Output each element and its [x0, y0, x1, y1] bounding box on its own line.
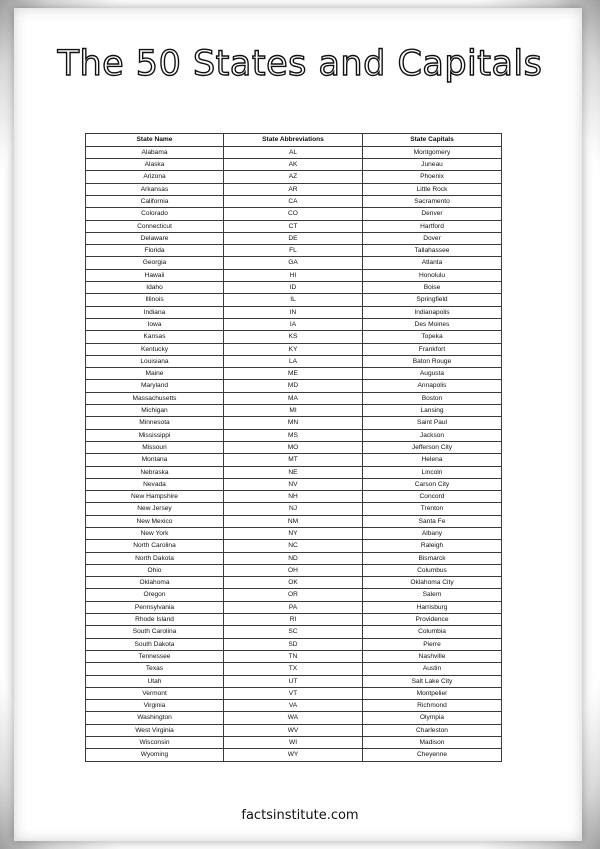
- state-capital-cell: Sacramento: [363, 195, 502, 207]
- table-row: [86, 712, 502, 724]
- state-abbreviation-cell: MO: [224, 441, 363, 453]
- table-row: [86, 146, 502, 158]
- state-abbreviation-cell: ID: [224, 282, 363, 294]
- table-row: [86, 183, 502, 195]
- state-name-cell: Rhode Island: [86, 614, 224, 626]
- state-capital-cell: Baton Rouge: [363, 355, 502, 367]
- state-capital-cell: Trenton: [363, 503, 502, 515]
- state-name-cell: South Dakota: [86, 638, 224, 650]
- state-capital-cell: Oklahoma City: [363, 577, 502, 589]
- state-name-cell: Georgia: [86, 257, 224, 269]
- state-abbreviation-cell: OH: [224, 564, 363, 576]
- state-capital-cell: Hartford: [363, 220, 502, 232]
- state-abbreviation-cell: AR: [224, 183, 363, 195]
- state-name-cell: Maryland: [86, 380, 224, 392]
- state-name-cell: Minnesota: [86, 417, 224, 429]
- state-capital-cell: Pierre: [363, 638, 502, 650]
- state-capital-cell: Saint Paul: [363, 417, 502, 429]
- state-capital-cell: Providence: [363, 614, 502, 626]
- state-abbreviation-cell: MI: [224, 405, 363, 417]
- state-capital-cell: Jefferson City: [363, 441, 502, 453]
- state-abbreviation-cell: MT: [224, 454, 363, 466]
- state-abbreviation-cell: MN: [224, 417, 363, 429]
- table-row: [86, 343, 502, 355]
- state-capital-cell: Nashville: [363, 650, 502, 662]
- state-capital-cell: Denver: [363, 208, 502, 220]
- state-name-cell: Texas: [86, 663, 224, 675]
- state-capital-cell: Albany: [363, 528, 502, 540]
- table-row: [86, 306, 502, 318]
- state-abbreviation-cell: LA: [224, 355, 363, 367]
- state-capital-cell: Montpelier: [363, 687, 502, 699]
- state-abbreviation-cell: CO: [224, 208, 363, 220]
- state-name-cell: Wisconsin: [86, 737, 224, 749]
- table-row: [86, 220, 502, 232]
- state-abbreviation-cell: HI: [224, 269, 363, 281]
- state-name-cell: Florida: [86, 245, 224, 257]
- state-abbreviation-cell: AL: [224, 146, 363, 158]
- table-row: [86, 318, 502, 330]
- state-abbreviation-cell: IN: [224, 306, 363, 318]
- table-row: [86, 405, 502, 417]
- state-capital-cell: Phoenix: [363, 171, 502, 183]
- table-row: [86, 454, 502, 466]
- state-name-cell: Mississippi: [86, 429, 224, 441]
- state-name-cell: Colorado: [86, 208, 224, 220]
- state-name-cell: Maine: [86, 368, 224, 380]
- table-row: [86, 737, 502, 749]
- table-row: [86, 491, 502, 503]
- state-abbreviation-cell: MA: [224, 392, 363, 404]
- table-row: [86, 663, 502, 675]
- state-abbreviation-cell: NC: [224, 540, 363, 552]
- state-abbreviation-cell: TN: [224, 650, 363, 662]
- table-row: [86, 614, 502, 626]
- table-row: [86, 528, 502, 540]
- state-abbreviation-cell: UT: [224, 675, 363, 687]
- state-abbreviation-cell: FL: [224, 245, 363, 257]
- table-row: [86, 171, 502, 183]
- table-row: [86, 269, 502, 281]
- state-capital-cell: Lansing: [363, 405, 502, 417]
- state-capital-cell: Concord: [363, 491, 502, 503]
- state-abbreviation-cell: SC: [224, 626, 363, 638]
- state-name-cell: Alabama: [86, 146, 224, 158]
- state-name-cell: Washington: [86, 712, 224, 724]
- table-header-row: [86, 134, 502, 147]
- state-name-cell: California: [86, 195, 224, 207]
- state-capital-cell: Cheyenne: [363, 749, 502, 761]
- state-name-cell: Illinois: [86, 294, 224, 306]
- state-name-cell: North Carolina: [86, 540, 224, 552]
- state-name-cell: Arizona: [86, 171, 224, 183]
- table-row: [86, 564, 502, 576]
- table-row: [86, 331, 502, 343]
- table-row: [86, 429, 502, 441]
- state-name-cell: New Jersey: [86, 503, 224, 515]
- state-capital-cell: Salem: [363, 589, 502, 601]
- header-state-abbreviations: State Abbreviations: [224, 134, 363, 147]
- state-abbreviation-cell: AZ: [224, 171, 363, 183]
- state-abbreviation-cell: VA: [224, 700, 363, 712]
- state-abbreviation-cell: DE: [224, 232, 363, 244]
- state-capital-cell: Augusta: [363, 368, 502, 380]
- state-name-cell: Delaware: [86, 232, 224, 244]
- state-capital-cell: Austin: [363, 663, 502, 675]
- state-name-cell: Vermont: [86, 687, 224, 699]
- table-row: [86, 589, 502, 601]
- state-abbreviation-cell: WA: [224, 712, 363, 724]
- state-capital-cell: Annapolis: [363, 380, 502, 392]
- table-row: [86, 700, 502, 712]
- table-row: [86, 626, 502, 638]
- state-name-cell: Oregon: [86, 589, 224, 601]
- table-row: [86, 503, 502, 515]
- table-row: [86, 392, 502, 404]
- table-row: [86, 208, 502, 220]
- table-body: [86, 146, 502, 761]
- table-row: [86, 540, 502, 552]
- state-name-cell: North Dakota: [86, 552, 224, 564]
- state-name-cell: Hawaii: [86, 269, 224, 281]
- state-capital-cell: Harrisburg: [363, 601, 502, 613]
- state-abbreviation-cell: GA: [224, 257, 363, 269]
- state-name-cell: Idaho: [86, 282, 224, 294]
- state-capital-cell: Indianapolis: [363, 306, 502, 318]
- state-abbreviation-cell: CA: [224, 195, 363, 207]
- state-capital-cell: Frankfort: [363, 343, 502, 355]
- table-row: [86, 282, 502, 294]
- state-name-cell: Kentucky: [86, 343, 224, 355]
- state-name-cell: Montana: [86, 454, 224, 466]
- state-name-cell: Oklahoma: [86, 577, 224, 589]
- state-abbreviation-cell: RI: [224, 614, 363, 626]
- states-table: [85, 133, 502, 762]
- state-capital-cell: Boston: [363, 392, 502, 404]
- table-row: [86, 294, 502, 306]
- state-capital-cell: Carson City: [363, 478, 502, 490]
- table-row: [86, 355, 502, 367]
- table-row: [86, 577, 502, 589]
- table-row: [86, 380, 502, 392]
- table-row: [86, 601, 502, 613]
- state-capital-cell: Tallahassee: [363, 245, 502, 257]
- state-capital-cell: Dover: [363, 232, 502, 244]
- table-row: [86, 724, 502, 736]
- state-abbreviation-cell: ND: [224, 552, 363, 564]
- state-capital-cell: Olympia: [363, 712, 502, 724]
- state-capital-cell: Santa Fe: [363, 515, 502, 527]
- state-abbreviation-cell: OK: [224, 577, 363, 589]
- state-abbreviation-cell: IL: [224, 294, 363, 306]
- state-abbreviation-cell: MS: [224, 429, 363, 441]
- state-capital-cell: Topeka: [363, 331, 502, 343]
- state-capital-cell: Columbia: [363, 626, 502, 638]
- state-abbreviation-cell: NJ: [224, 503, 363, 515]
- state-abbreviation-cell: TX: [224, 663, 363, 675]
- table-row: [86, 687, 502, 699]
- state-abbreviation-cell: IA: [224, 318, 363, 330]
- state-name-cell: Alaska: [86, 159, 224, 171]
- page-title: The 50 States and Capitals: [57, 44, 543, 84]
- table-row: [86, 417, 502, 429]
- states-table-container: [85, 133, 501, 762]
- table-row: [86, 466, 502, 478]
- state-name-cell: Louisiana: [86, 355, 224, 367]
- state-name-cell: Kansas: [86, 331, 224, 343]
- table-row: [86, 245, 502, 257]
- state-capital-cell: Montgomery: [363, 146, 502, 158]
- header-state-capitals: State Capitals: [363, 134, 502, 147]
- state-name-cell: Nevada: [86, 478, 224, 490]
- table-row: [86, 638, 502, 650]
- state-name-cell: Indiana: [86, 306, 224, 318]
- state-name-cell: Wyoming: [86, 749, 224, 761]
- state-capital-cell: Des Moines: [363, 318, 502, 330]
- table-row: [86, 232, 502, 244]
- state-abbreviation-cell: PA: [224, 601, 363, 613]
- state-capital-cell: Boise: [363, 282, 502, 294]
- state-capital-cell: Charleston: [363, 724, 502, 736]
- state-name-cell: South Carolina: [86, 626, 224, 638]
- table-row: [86, 515, 502, 527]
- state-capital-cell: Madison: [363, 737, 502, 749]
- state-abbreviation-cell: KS: [224, 331, 363, 343]
- state-capital-cell: Columbus: [363, 564, 502, 576]
- state-abbreviation-cell: NM: [224, 515, 363, 527]
- state-capital-cell: Salt Lake City: [363, 675, 502, 687]
- state-abbreviation-cell: CT: [224, 220, 363, 232]
- state-name-cell: Utah: [86, 675, 224, 687]
- state-name-cell: Massachusetts: [86, 392, 224, 404]
- state-capital-cell: Springfield: [363, 294, 502, 306]
- state-name-cell: Michigan: [86, 405, 224, 417]
- state-abbreviation-cell: NE: [224, 466, 363, 478]
- state-name-cell: Iowa: [86, 318, 224, 330]
- state-name-cell: Ohio: [86, 564, 224, 576]
- state-abbreviation-cell: KY: [224, 343, 363, 355]
- state-capital-cell: Richmond: [363, 700, 502, 712]
- state-capital-cell: Raleigh: [363, 540, 502, 552]
- state-name-cell: Virginia: [86, 700, 224, 712]
- state-abbreviation-cell: WI: [224, 737, 363, 749]
- state-capital-cell: Helena: [363, 454, 502, 466]
- table-row: [86, 257, 502, 269]
- state-name-cell: New Mexico: [86, 515, 224, 527]
- state-abbreviation-cell: OR: [224, 589, 363, 601]
- state-name-cell: Missouri: [86, 441, 224, 453]
- state-capital-cell: Honolulu: [363, 269, 502, 281]
- state-capital-cell: Jackson: [363, 429, 502, 441]
- state-abbreviation-cell: AK: [224, 159, 363, 171]
- state-name-cell: West Virginia: [86, 724, 224, 736]
- state-name-cell: Arkansas: [86, 183, 224, 195]
- footer-site: factsinstitute.com: [241, 808, 359, 823]
- state-name-cell: New Hampshire: [86, 491, 224, 503]
- state-capital-cell: Bismarck: [363, 552, 502, 564]
- state-abbreviation-cell: WY: [224, 749, 363, 761]
- state-name-cell: Connecticut: [86, 220, 224, 232]
- table-row: [86, 159, 502, 171]
- state-capital-cell: Juneau: [363, 159, 502, 171]
- state-name-cell: New York: [86, 528, 224, 540]
- state-abbreviation-cell: WV: [224, 724, 363, 736]
- table-row: [86, 368, 502, 380]
- state-abbreviation-cell: VT: [224, 687, 363, 699]
- state-abbreviation-cell: MD: [224, 380, 363, 392]
- table-row: [86, 675, 502, 687]
- table-row: [86, 441, 502, 453]
- state-abbreviation-cell: NY: [224, 528, 363, 540]
- table-row: [86, 650, 502, 662]
- state-abbreviation-cell: NV: [224, 478, 363, 490]
- state-capital-cell: Little Rock: [363, 183, 502, 195]
- state-abbreviation-cell: SD: [224, 638, 363, 650]
- state-name-cell: Pennsylvania: [86, 601, 224, 613]
- state-name-cell: Nebraska: [86, 466, 224, 478]
- state-abbreviation-cell: ME: [224, 368, 363, 380]
- table-row: [86, 749, 502, 761]
- state-name-cell: Tennessee: [86, 650, 224, 662]
- table-row: [86, 478, 502, 490]
- state-capital-cell: Atlanta: [363, 257, 502, 269]
- state-capital-cell: Lincoln: [363, 466, 502, 478]
- state-abbreviation-cell: NH: [224, 491, 363, 503]
- table-row: [86, 195, 502, 207]
- table-row: [86, 552, 502, 564]
- header-state-name: State Name: [86, 134, 224, 147]
